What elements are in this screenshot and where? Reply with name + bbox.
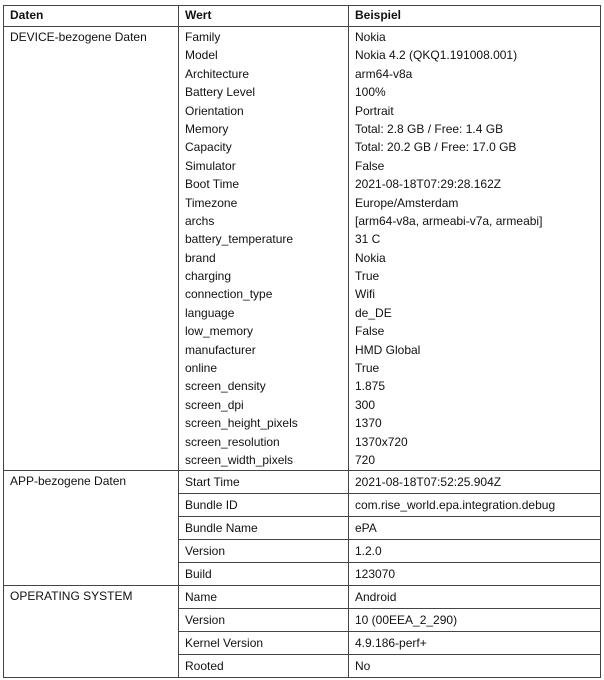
device-value: Total: 20.2 GB / Free: 17.0 GB — [355, 140, 517, 155]
device-keys-cell — [179, 27, 349, 471]
device-key: manufacturer — [185, 342, 256, 357]
device-value: Total: 2.8 GB / Free: 1.4 GB — [355, 121, 504, 136]
device-value: de_DE — [355, 305, 392, 320]
os-value: 10 (00EEA_2_290) — [349, 609, 601, 632]
app-value: 123070 — [349, 563, 601, 586]
device-key: charging — [185, 269, 232, 284]
device-value: Nokia — [355, 30, 386, 44]
device-key: Simulator — [185, 158, 236, 173]
device-key: screen_height_pixels — [185, 416, 298, 431]
device-key: online — [185, 361, 218, 376]
app-key: Version — [179, 540, 349, 563]
device-category-label: DEVICE-bezogene Daten — [10, 30, 147, 44]
device-value: Portrait — [355, 103, 394, 118]
device-value: 31 C — [355, 232, 381, 247]
device-value: Nokia — [355, 250, 386, 265]
data-table-document — [3, 5, 601, 678]
device-key: Battery Level — [185, 85, 256, 100]
device-key: screen_dpi — [185, 397, 244, 412]
device-key: Family — [185, 30, 221, 44]
device-key: Model — [185, 48, 218, 63]
header-beispiel: Beispiel — [349, 6, 601, 27]
device-key: Timezone — [185, 195, 238, 210]
app-category-label: APP-bezogene Daten — [4, 471, 179, 586]
device-key: Architecture — [185, 66, 250, 81]
data-table — [3, 5, 601, 678]
device-value: False — [355, 324, 385, 339]
device-value: arm64-v8a — [355, 66, 413, 81]
device-value: Europe/Amsterdam — [355, 195, 459, 210]
device-value: True — [355, 269, 380, 284]
device-value: HMD Global — [355, 342, 421, 357]
device-key: battery_temperature — [185, 232, 294, 247]
os-key: Kernel Version — [179, 632, 349, 655]
device-key: Boot Time — [185, 177, 240, 192]
device-key: language — [185, 305, 235, 320]
device-value: 1.875 — [355, 379, 386, 394]
device-key: screen_resolution — [185, 434, 280, 449]
app-value: 1.2.0 — [349, 540, 601, 563]
app-key: Bundle Name — [179, 517, 349, 540]
header-daten: Daten — [4, 6, 179, 27]
os-value: 4.9.186-perf+ — [349, 632, 601, 655]
device-key: connection_type — [185, 287, 273, 302]
app-value: com.rise_world.epa.integration.debug — [349, 494, 601, 517]
device-key: low_memory — [185, 324, 254, 339]
device-value: 1370 — [355, 416, 382, 431]
os-key: Name — [179, 586, 349, 609]
device-value: 720 — [355, 452, 376, 467]
header-wert: Wert — [179, 6, 349, 27]
device-key: screen_density — [185, 379, 266, 394]
device-value: [arm64-v8a, armeabi-v7a, armeabi] — [355, 213, 543, 228]
os-row — [4, 586, 601, 609]
device-value: Wifi — [355, 287, 375, 302]
app-key: Start Time — [179, 471, 349, 494]
os-key: Version — [179, 609, 349, 632]
device-key: screen_width_pixels — [185, 452, 294, 467]
app-key: Build — [179, 563, 349, 586]
device-key: brand — [185, 250, 216, 265]
device-key: Memory — [185, 121, 229, 136]
app-value: 2021-08-18T07:52:25.904Z — [349, 471, 601, 494]
app-value: ePA — [349, 517, 601, 540]
device-value: 300 — [355, 397, 376, 412]
os-category-label: OPERATING SYSTEM — [4, 586, 179, 678]
header-row — [4, 6, 601, 27]
app-row — [4, 471, 601, 494]
device-value: True — [355, 361, 380, 376]
device-category-cell — [4, 27, 179, 471]
os-key: Rooted — [179, 655, 349, 678]
os-value: Android — [349, 586, 601, 609]
device-values-cell — [349, 27, 601, 471]
device-key: Capacity — [185, 140, 232, 155]
device-value: 2021-08-18T07:29:28.162Z — [355, 177, 502, 192]
device-value: 100% — [355, 85, 386, 100]
device-key: archs — [185, 213, 215, 228]
device-value: 1370x720 — [355, 434, 408, 449]
device-value: False — [355, 158, 385, 173]
device-key: Orientation — [185, 103, 244, 118]
device-value: Nokia 4.2 (QKQ1.191008.001) — [355, 48, 518, 63]
app-key: Bundle ID — [179, 494, 349, 517]
device-section-row — [4, 27, 601, 471]
os-value: No — [349, 655, 601, 678]
